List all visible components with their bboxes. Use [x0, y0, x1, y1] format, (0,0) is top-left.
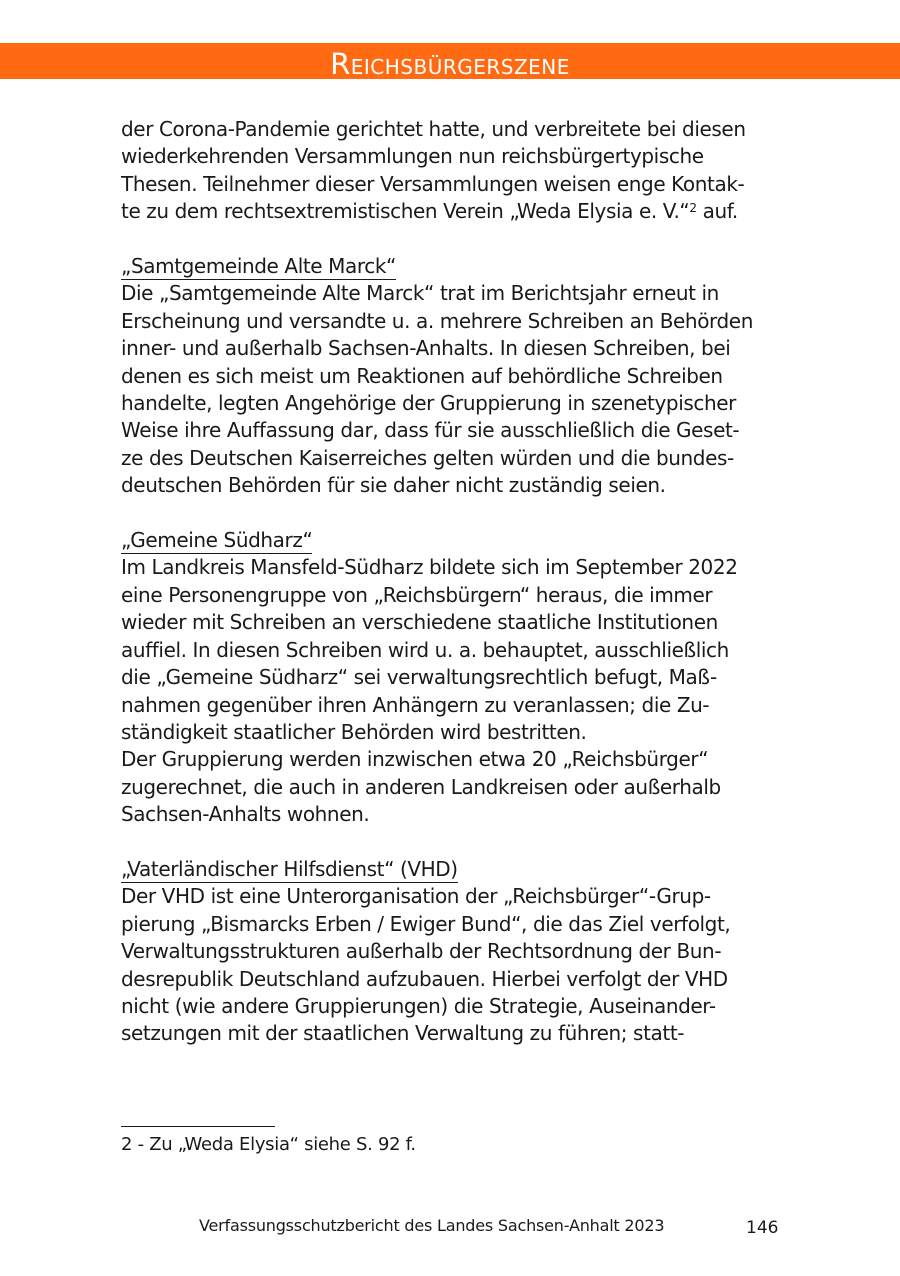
footnote-reference: 2 — [689, 201, 697, 216]
text-line: nicht (wie andere Gruppierungen) die Strategie, Auseinander- — [121, 993, 716, 1018]
section-heading-text: „Vaterländischer Hilfsdienst“ (VHD) — [121, 856, 458, 881]
footnote-divider — [121, 1126, 275, 1127]
text-line: inner- und außerhalb Sachsen-Anhalts. In diesen Schreiben, bei — [121, 336, 731, 361]
text-line: Sachsen-Anhalts wohnen. — [121, 802, 370, 827]
text-line: wieder mit Schreiben an verschiedene staatliche Institutionen — [121, 610, 718, 635]
text-line: auffiel. In diesen Schreiben wird u. a. behauptet, ausschließlich — [121, 637, 729, 662]
text-line: Thesen. Teilnehmer dieser Versammlungen weisen enge Kontak- — [121, 171, 745, 196]
text-line: Verwaltungsstrukturen außerhalb der Rechtsordnung der Bun- — [121, 939, 722, 964]
text-line: Erscheinung und versandte u. a. mehrere Schreiben an Behörden — [121, 308, 753, 333]
section-heading — [121, 856, 781, 883]
section-heading — [121, 527, 781, 554]
text-line: zugerechnet, die auch in anderen Landkreisen oder außerhalb — [121, 774, 721, 799]
text-line: denen es sich meist um Reaktionen auf behördliche Schreiben — [121, 363, 723, 388]
text-line: Weise ihre Auffassung dar, dass für sie ausschließlich die Geset- — [121, 418, 740, 443]
text-line: pierung „Bismarcks Erben / Ewiger Bund“, die das Ziel verfolgt, — [121, 911, 731, 936]
text-line: Der VHD ist eine Unterorganisation der „Reichsbürger“-Grup- — [121, 884, 711, 909]
text-line: ze des Deutschen Kaiserreiches gelten würden und die bundes- — [121, 445, 734, 470]
paragraph-gap — [121, 829, 781, 856]
text-line: eine Personengruppe von „Reichsbürgern“ heraus, die immer — [121, 582, 713, 607]
page-number: 146 — [746, 1218, 779, 1238]
section-title: Reichsbürgerszene — [330, 47, 570, 81]
text-line-tail: auf. — [696, 199, 738, 224]
text-line: setzungen mit der staatlichen Verwaltung zu führen; statt- — [121, 1021, 685, 1046]
text-line: ständigkeit staatlicher Behörden wird bestritten. — [121, 719, 587, 744]
text-line-body: te zu dem rechtsextremistischen Verein „Weda Elysia e. V.“ — [121, 199, 690, 224]
section-header-band — [0, 43, 900, 79]
section-heading — [121, 253, 781, 280]
text-line: die „Gemeine Südharz“ sei verwaltungsrechtlich befugt, Maß- — [121, 665, 717, 690]
text-line: Der Gruppierung werden inzwischen etwa 20 „Reichsbürger“ — [121, 747, 709, 772]
text-line: der Corona-Pandemie gerichtet hatte, und verbreitete bei diesen — [121, 117, 746, 141]
section-heading-text: „Gemeine Südharz“ — [121, 528, 313, 553]
text-line: deutschen Behörden für sie daher nicht zuständig seien. — [121, 473, 666, 498]
text-line: Im Landkreis Mansfeld-Südharz bildete sich im September 2022 — [121, 555, 738, 580]
text-line — [121, 198, 781, 225]
text-line: handelte, legten Angehörige der Gruppierung in szenetypischer — [121, 391, 736, 416]
text-line: Die „Samtgemeinde Alte Marck“ trat im Berichtsjahr erneut in — [121, 281, 719, 306]
footer-publication-title: Verfassungsschutzbericht des Landes Sachsen-Anhalt 2023 — [199, 1216, 665, 1235]
main-text — [121, 116, 781, 1048]
footnote-text: 2 - Zu „Weda Elysia“ siehe S. 92 f. — [121, 1134, 416, 1155]
section-heading-text: „Samtgemeinde Alte Marck“ — [121, 254, 396, 279]
text-line: nahmen gegenüber ihren Anhängern zu veranlassen; die Zu- — [121, 692, 710, 717]
paragraph-gap — [121, 500, 781, 527]
text-line: wiederkehrenden Versammlungen nun reichsbürgertypische — [121, 144, 704, 169]
paragraph-gap — [121, 226, 781, 253]
text-line: desrepublik Deutschland aufzubauen. Hierbei verfolgt der VHD — [121, 966, 728, 991]
